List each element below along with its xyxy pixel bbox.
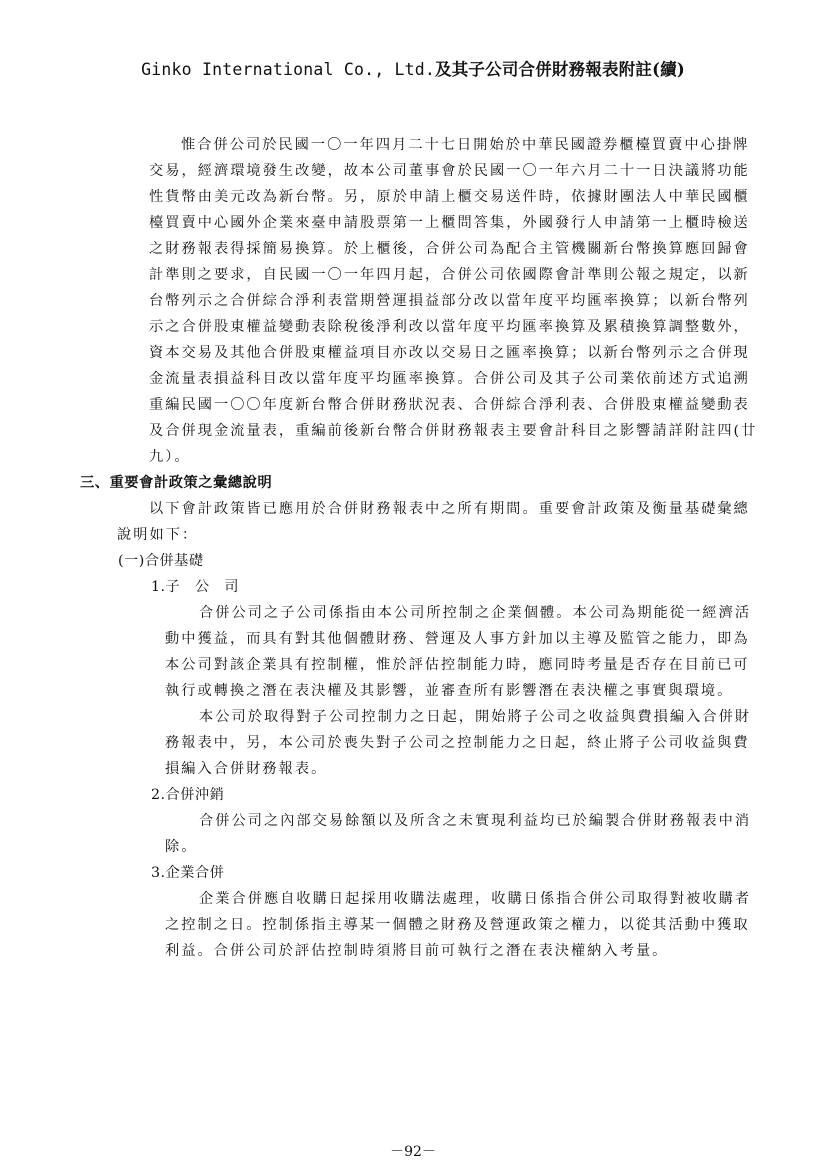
subsection-heading: (一)合併基礎 bbox=[118, 553, 204, 569]
paragraph-line: 合併公司之內部交易餘額以及所含之未實現利益均已於編製合併財務報表中消 bbox=[199, 813, 752, 829]
intro-line: 之財務報表得採簡易換算。於上櫃後，合併公司為配合主管機關新台幣換算應回歸會 bbox=[149, 241, 750, 257]
paragraph-line: 合併公司之子公司係指由本公司所控制之企業個體。本公司為期能從一經濟活 bbox=[199, 605, 752, 621]
section-heading: 三、重要會計政策之彙總說明 bbox=[80, 475, 273, 491]
paragraph-line: 本公司於取得對子公司控制力之日起，開始將子公司之收益與費損編入合併財 bbox=[199, 709, 752, 725]
intro-line: 及合併現金流量表，重編前後新台幣合併財務報表主要會計科目之影響請詳附註四(廿 bbox=[149, 423, 758, 439]
intro-line: 示之合併股東權益變動表除稅後淨利改以當年度平均匯率換算及累積換算調整數外， bbox=[149, 319, 750, 335]
intro-line: 性貨幣由美元改為新台幣。另，原於申請上櫃交易送件時，依據財團法人中華民國櫃 bbox=[149, 189, 750, 205]
paragraph-line: 損編入合併財務報表。 bbox=[165, 761, 328, 777]
page-title-company: Ginko International Co., Ltd. bbox=[141, 60, 436, 79]
item-title-subsidiaries: 1.子 公 司 bbox=[151, 579, 239, 595]
intro-line: 檯買賣中心國外企業來臺申請股票第一上櫃問答集，外國發行人申請第一上櫃時檢送 bbox=[149, 215, 750, 231]
intro-line: 惟合併公司於民國一〇一年四月二十七日開始於中華民國證券櫃檯買賣中心掛牌 bbox=[181, 137, 750, 153]
intro-line: 台幣列示之合併綜合淨利表當期營運損益部分改以當年度平均匯率換算；以新台幣列 bbox=[149, 293, 750, 309]
paragraph-line: 執行或轉換之潛在表決權及其影響，並審查所有影響潛在表決權之事實與環境。 bbox=[165, 683, 734, 699]
section-intro-line: 以下會計政策皆已應用於合併財務報表中之所有期間。重要會計政策及衡量基礎彙總 bbox=[149, 501, 750, 517]
item-title-elimination: 2.合併沖銷 bbox=[151, 787, 225, 803]
intro-line: 計準則之要求，自民國一〇一年四月起，合併公司依國際會計準則公報之規定，以新 bbox=[149, 267, 750, 283]
intro-line: 交易，經濟環境發生改變，故本公司董事會於民國一〇一年六月二十一日決議將功能 bbox=[149, 163, 750, 179]
intro-line: 九）。 bbox=[149, 449, 191, 465]
intro-line: 金流量表損益科目改以當年度平均匯率換算。合併公司及其子公司業依前述方式追溯 bbox=[149, 371, 750, 387]
paragraph-line: 除。 bbox=[165, 839, 198, 855]
page-title bbox=[0, 56, 826, 80]
intro-line: 資本交易及其他合併股東權益項目亦改以交易日之匯率換算；以新台幣列示之合併現 bbox=[149, 345, 750, 361]
paragraph-line: 本公司對該企業具有控制權，惟於評估控制能力時，應同時考量是否存在目前已可 bbox=[165, 657, 750, 673]
intro-line: 重編民國一〇〇年度新台幣合併財務狀況表、合併綜合淨利表、合併股東權益變動表 bbox=[149, 397, 750, 413]
paragraph-line: 利益。合併公司於評估控制時須將目前可執行之潛在表決權納入考量。 bbox=[165, 943, 669, 959]
page-title-suffix: 及其子公司合併財務報表附註(續) bbox=[435, 60, 685, 79]
page-number: －92－ bbox=[390, 1144, 436, 1160]
item-title-business-combination: 3.企業合併 bbox=[151, 865, 225, 881]
paragraph-line: 之控制之日。控制係指主導某一個體之財務及營運政策之權力，以從其活動中獲取 bbox=[165, 917, 750, 933]
paragraph-line: 動中獲益，而具有對其他個體財務、營運及人事方針加以主導及監管之能力，即為 bbox=[165, 631, 750, 647]
paragraph-line: 企業合併應自收購日起採用收購法處理，收購日係指合併公司取得對被收購者 bbox=[199, 891, 752, 907]
section-intro-line: 說明如下： bbox=[117, 527, 199, 543]
paragraph-line: 務報表中，另，本公司於喪失對子公司之控制能力之日起，終止將子公司收益與費 bbox=[165, 735, 750, 751]
